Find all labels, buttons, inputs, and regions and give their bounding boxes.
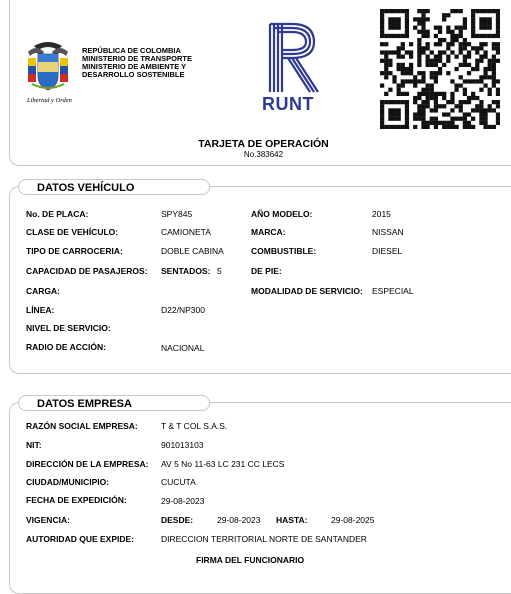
direccion-value: AV 5 No 11-63 LC 231 CC LECS xyxy=(161,459,285,469)
vigencia-label: VIGENCIA: xyxy=(26,515,70,525)
document-title: TARJETA DE OPERACIÓN xyxy=(198,138,329,150)
gov-line-2: MINISTERIO DE TRANSPORTE xyxy=(82,54,193,63)
qr-code xyxy=(380,9,500,129)
carroceria-value: DOBLE CABINA xyxy=(161,246,224,256)
razon-value: T & T COL S.A.S. xyxy=(161,421,228,431)
linea-value: D22/NP300 xyxy=(161,305,205,315)
company-section-title: DATOS EMPRESA xyxy=(18,395,210,411)
nit-value: 901013103 xyxy=(161,440,204,450)
capacidad-label: CAPACIDAD DE PASAJEROS: xyxy=(26,266,148,276)
runt-logo-icon xyxy=(262,20,322,95)
hasta-value: 29-08-2025 xyxy=(331,515,375,525)
autoridad-value: DIRECCION TERRITORIAL NORTE DE SANTANDER xyxy=(161,534,367,544)
nit-label: NIT: xyxy=(26,440,42,450)
radio-value: NACIONAL xyxy=(161,343,205,353)
hasta-label: HASTA: xyxy=(276,515,308,525)
razon-label: RAZÓN SOCIAL EMPRESA: xyxy=(26,421,138,431)
nivel-label: NIVEL DE SERVICIO: xyxy=(26,323,111,333)
combustible-value: DIESEL xyxy=(372,246,403,256)
colombia-coat-of-arms-icon xyxy=(24,40,72,95)
combustible-label: COMBUSTIBLE: xyxy=(251,246,317,256)
fecha-value: 29-08-2023 xyxy=(161,496,205,506)
modalidad-label: MODALIDAD DE SERVICIO: xyxy=(251,286,363,296)
clase-label: CLASE DE VEHÍCULO: xyxy=(26,227,119,237)
desde-label: DESDE: xyxy=(161,515,194,525)
ciudad-label: CIUDAD/MUNICIPIO: xyxy=(26,477,110,487)
gov-line-4: DESARROLLO SOSTENIBLE xyxy=(82,70,185,79)
radio-label: RADIO DE ACCIÓN: xyxy=(26,342,106,352)
sentados-value: 5 xyxy=(217,266,222,276)
vehicle-section-title: DATOS VEHÍCULO xyxy=(18,179,210,195)
government-header xyxy=(82,47,192,79)
document-number: No.383642 xyxy=(243,150,284,159)
modalidad-value: ESPECIAL xyxy=(372,286,414,296)
modelo-label: AÑO MODELO: xyxy=(251,209,313,219)
carga-label: CARGA: xyxy=(26,286,60,296)
carroceria-label: TIPO DE CARROCERIA: xyxy=(26,246,123,256)
depie-label: DE PIE: xyxy=(251,266,282,276)
gov-line-3: MINISTERIO DE AMBIENTE Y xyxy=(82,62,187,71)
desde-value: 29-08-2023 xyxy=(217,515,261,525)
placa-label: No. DE PLACA: xyxy=(26,209,89,219)
placa-value: SPY845 xyxy=(161,209,193,219)
fecha-label: FECHA DE EXPEDICIÓN: xyxy=(26,495,127,505)
runt-logo-text: RUNT xyxy=(262,94,314,114)
motto-text: Libertad y Orden xyxy=(27,97,72,104)
direccion-label: DIRECCIÓN DE LA EMPRESA: xyxy=(26,459,149,469)
autoridad-label: AUTORIDAD QUE EXPIDE: xyxy=(26,534,134,544)
marca-value: NISSAN xyxy=(372,227,404,237)
clase-value: CAMIONETA xyxy=(161,227,211,237)
marca-label: MARCA: xyxy=(251,227,286,237)
gov-line-1: REPÚBLICA DE COLOMBIA xyxy=(82,46,181,55)
ciudad-value: CUCUTA xyxy=(161,477,196,487)
firma-label: FIRMA DEL FUNCIONARIO xyxy=(196,555,305,565)
linea-label: LÍNEA: xyxy=(26,305,55,315)
sentados-label: SENTADOS: xyxy=(161,266,211,276)
modelo-value: 2015 xyxy=(372,209,391,219)
